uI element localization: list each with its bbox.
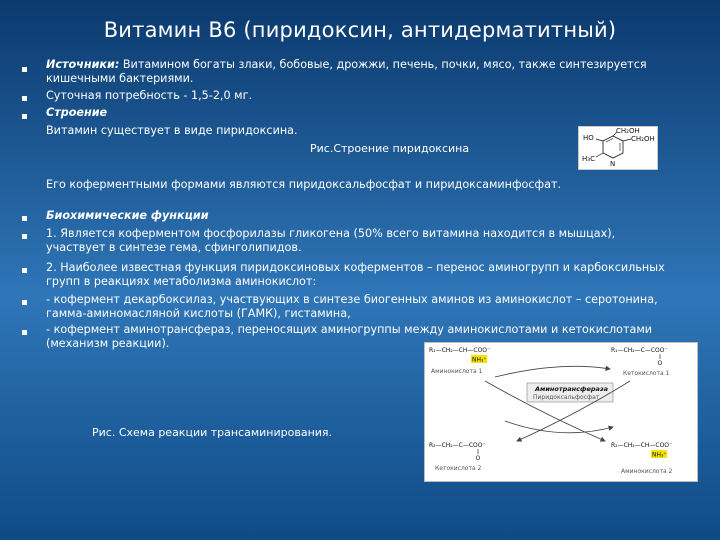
sources-label: Источники: [46,58,120,71]
function-1-line-1: 1. Является коферментом фосфорилазы гликогена (50% всего витамина находится в мышцах), [46,227,616,240]
function-1-line-2: участвует в синтезе гема, сфинголипидов. [46,241,302,254]
bullet-marker [22,300,27,305]
bond [623,139,631,141]
cofactor-label: Пиридоксальфосфат [533,394,600,401]
structure-label: Строение [46,106,108,119]
function-4-line-2: (механизм реакции). [46,337,170,350]
pyridoxine-structure-figure [578,126,658,170]
keto-acid-1-formula: R₁—CH₂—C—COO⁻ [611,347,668,354]
bond [596,153,603,157]
bond [596,139,603,141]
coenzyme-forms: Его коферментными формами являются пиридоксальфосфат и пиридоксаминфосфат. [46,178,562,191]
structure-caption: Рис.Строение пиридоксина [310,142,470,155]
ch2oh-right-label: CH₂OH [631,135,655,143]
bullet-marker [22,234,27,239]
sources-text: Витамином богаты злаки, бобовые, дрожжи, печень, почки, мясо, также синтезируется [119,58,647,71]
transamination-scheme-svg [425,343,697,481]
amino-acid-1-formula: R₁—CH₂—CH—COO⁻ [429,347,491,354]
nh3-1-label: NH₃⁺ [472,356,487,364]
bullet-marker [22,67,27,72]
scheme-caption: Рис. Схема реакции трансаминирования. [92,426,333,439]
keto-acid-2-label: Кетокислота 2 [435,465,482,472]
ho-label: HO [583,134,594,142]
enzyme-label: Аминотрансфераза [535,385,609,393]
function-2-line-1: 2. Наиболее известная функция пиридоксиновых коферментов – перенос аминогрупп и карбоксильных [46,261,665,274]
keto-acid-2-formula: R₂—CH₂—C—COO⁻ [429,442,486,449]
n-label: N [610,160,616,168]
slide-title: Витамин В6 (пиридоксин, антидерматитный) [103,18,617,42]
keto-o-2-label: O [475,455,481,462]
amino-acid-2-label: Аминокислота 2 [621,468,673,475]
functions-label: Биохимические функции [46,209,209,222]
function-2-line-2: групп в реакциях метаболизма аминокислот: [46,275,317,288]
sources-line [46,58,647,73]
bullet-marker [22,330,27,335]
function-4-line-1: - кофермент аминотрансфераз, переносящих аминогруппы между аминокислотами и кетокислотами [46,323,653,336]
reaction-arrow [495,366,610,377]
function-3-line-2: гамма-аминомасляной кислоты (ГАМК), гистамина, [46,307,351,320]
bullet-marker [22,268,27,273]
function-3-line-1: - кофермент декарбоксилаз, участвующих в синтезе биогенных аминов из аминокислот – серотонина, [46,293,658,306]
bullet-marker [22,114,27,119]
ch2oh-top-label: CH₂OH [616,127,640,135]
nh3-2-label: NH₃⁺ [652,451,667,459]
exists-as: Витамин существует в виде пиридоксина. [46,124,298,137]
pyridoxine-structure-svg [579,127,657,169]
amino-acid-1-label: Аминокислота 1 [431,368,483,375]
bullet-marker [22,216,27,221]
keto-o-1-label: O [657,360,663,367]
sources-text-2: кишечными бактериями. [46,72,194,85]
transamination-scheme-figure [424,342,698,482]
amino-acid-2-formula: R₂—CH₂—CH—COO⁻ [611,442,673,449]
keto-acid-1-label: Кетокислота 1 [623,370,670,377]
daily-need: Суточная потребность - 1,5-2,0 мг. [46,89,253,102]
h3c-label: H₃C [582,155,595,163]
bullet-marker [22,96,27,101]
reaction-arrow [505,421,613,433]
